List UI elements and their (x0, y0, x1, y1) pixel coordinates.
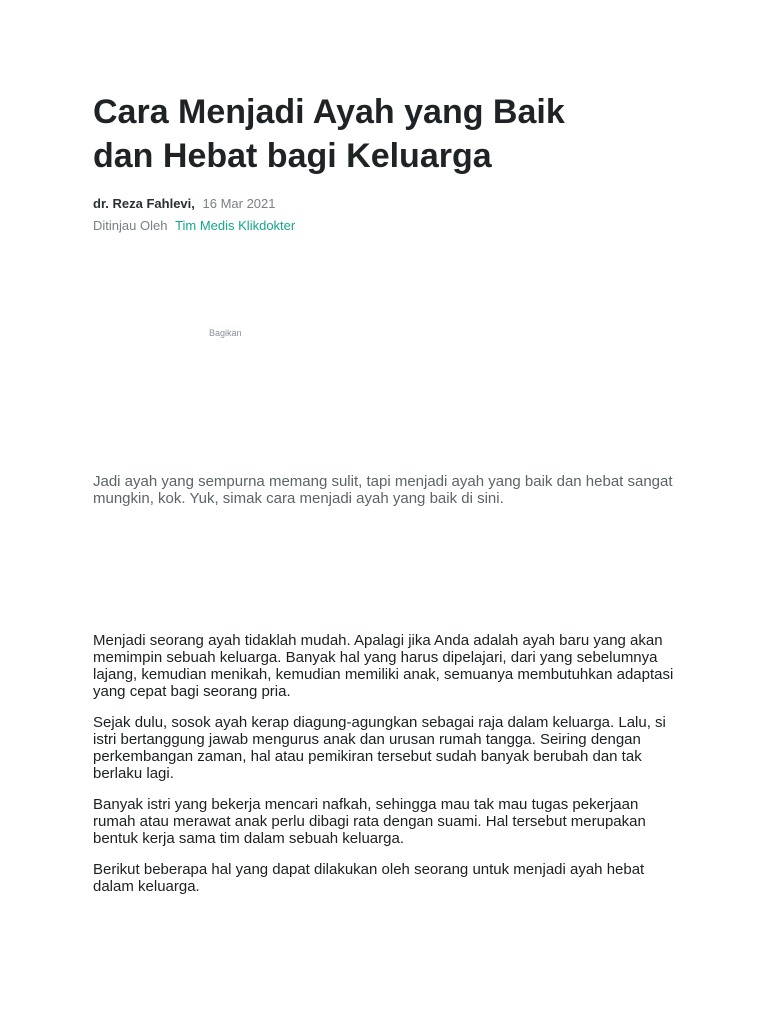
body-paragraph: Berikut beberapa hal yang dapat dilakukan oleh seorang untuk menjadi ayah hebat dalam keluarga. (93, 861, 645, 895)
article-title-line-2: dan Hebat bagi Keluarga (93, 137, 492, 175)
body-paragraph: Banyak istri yang bekerja mencari nafkah, sehingga mau tak mau tugas pekerjaan rumah atau merawat anak perlu dibagi rata dengan suami. Hal tersebut merupakan bentuk kerja sama tim dalam sebuah keluarga. (93, 796, 646, 847)
body-paragraph: Menjadi seorang ayah tidaklah mudah. Apalagi jika Anda adalah ayah baru yang akan memimpin sebuah keluarga. Banyak hal yang harus dipelajari, dari yang sebelumnya lajang, kemudian menikah, kemudian memiliki anak, semuanya membutuhkan adaptasi yang cepat bagi seorang pria. (93, 632, 674, 700)
article-title-line-1: Cara Menjadi Ayah yang Baik (93, 93, 565, 131)
reviewed-by-label: Ditinjau Oleh (93, 218, 168, 233)
reviewer-link[interactable]: Tim Medis Klikdokter (175, 218, 296, 233)
article-body (93, 632, 683, 909)
publish-date: 16 Mar 2021 (202, 196, 276, 211)
share-button[interactable]: Bagikan (209, 328, 242, 338)
author-name[interactable]: dr. Reza Fahlevi, (93, 196, 195, 211)
byline (93, 196, 276, 212)
reviewed-by (93, 218, 295, 234)
article-lead: Jadi ayah yang sempurna memang sulit, tapi menjadi ayah yang baik dan hebat sangat mungkin, kok. Yuk, simak cara menjadi ayah yang baik di sini. (93, 473, 673, 507)
article-title (93, 90, 693, 178)
body-paragraph: Sejak dulu, sosok ayah kerap diagung-agungkan sebagai raja dalam keluarga. Lalu, si istri bertanggung jawab mengurus anak dan urusan rumah tangga. Seiring dengan perkembangan zaman, hal atau pemikiran tersebut sudah banyak berubah dan tak berlaku lagi. (93, 714, 666, 782)
